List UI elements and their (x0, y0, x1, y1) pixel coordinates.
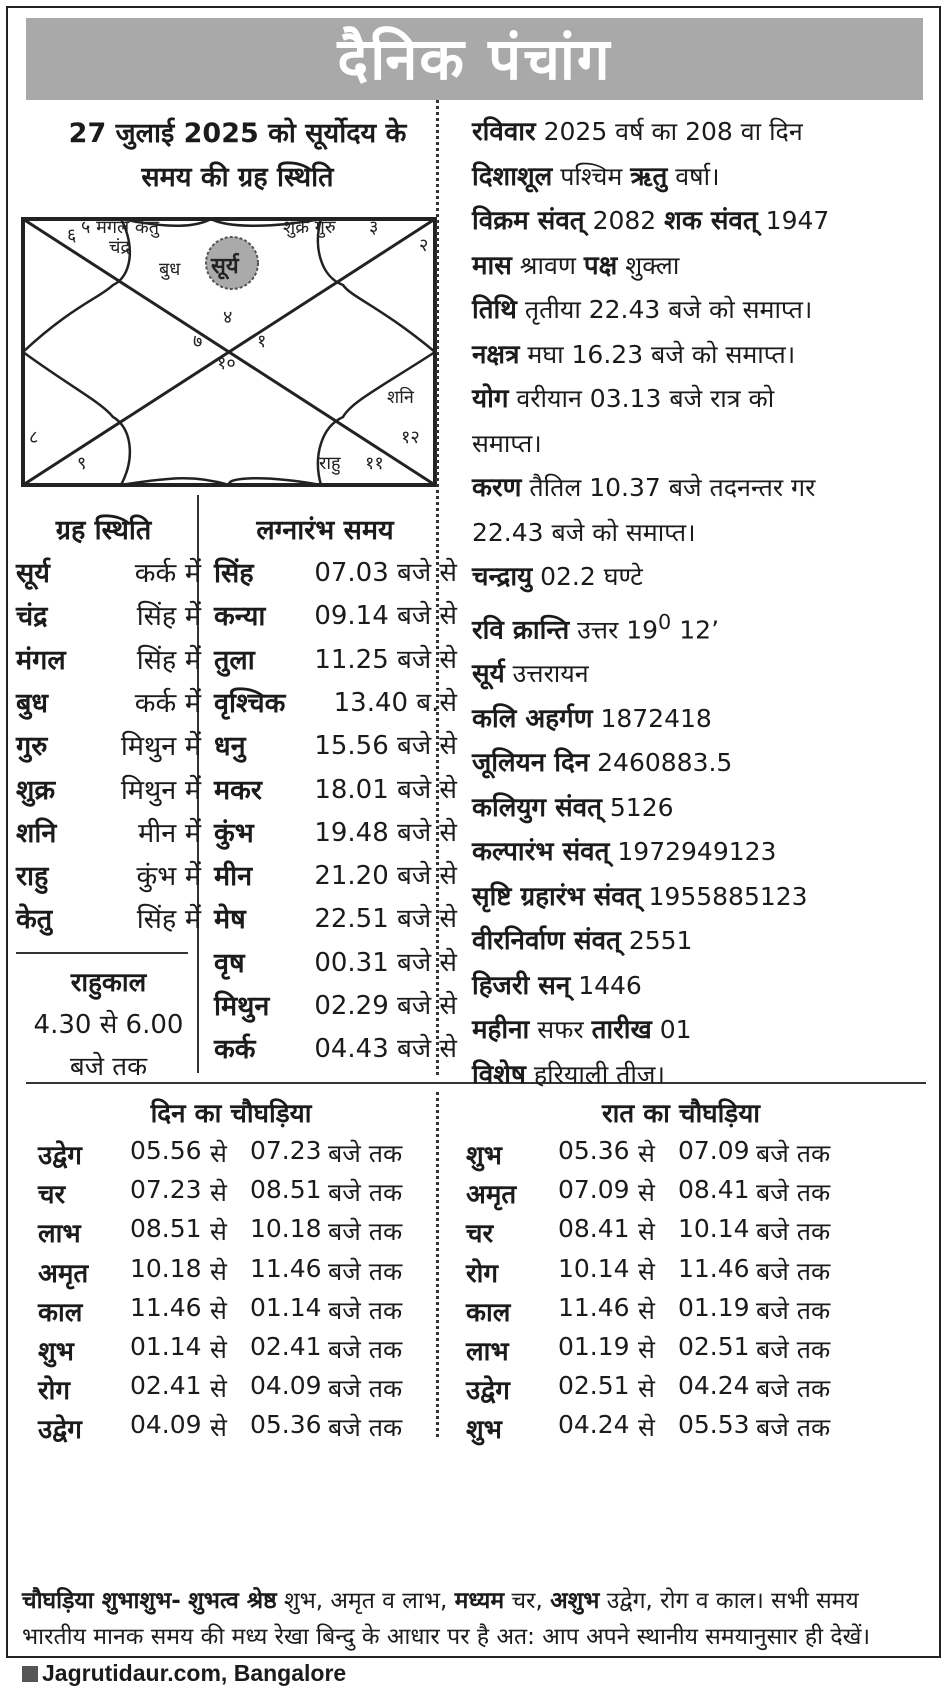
choghadiya-name: अमृत (466, 1180, 517, 1211)
house-5-moon: चंद्र (109, 237, 130, 258)
lagna-row (214, 856, 457, 902)
choghadiya-sep: से (638, 1217, 655, 1247)
info-label: कल्पारंभ संवत् (472, 837, 610, 868)
info-value: 2082 (584, 206, 665, 235)
lagna-time: 18.01 बजे से (314, 774, 457, 805)
choghadiya-suffix: बजे तक (756, 1413, 831, 1443)
house-7-number: ७ (193, 331, 203, 352)
choghadiya-suffix: बजे तक (756, 1256, 831, 1286)
info-value: 12’ (671, 614, 720, 644)
rahukaal-time: 4.30 से 6.00 (33, 1010, 184, 1040)
choghadiya-name: उद्वेग (466, 1376, 510, 1407)
footer-bad-label: अशुभ (550, 1588, 600, 1614)
choghadiya-suffix: बजे तक (328, 1335, 403, 1364)
choghadiya-to: 11.46 (678, 1253, 750, 1283)
lagna-row (214, 986, 457, 1032)
house-3-number: ३ (369, 217, 379, 238)
lagna-name: मीन (214, 861, 253, 893)
info-label: शक संवत् (664, 206, 758, 236)
lagna-row (214, 726, 457, 772)
choghadiya-name: अमृत (38, 1258, 89, 1289)
choghadiya-from: 10.18 (130, 1253, 202, 1283)
choghadiya-to: 04.24 (678, 1371, 750, 1401)
day-choghadiya-heading: दिन का चौघड़िया (150, 1099, 312, 1129)
info-line (472, 652, 934, 697)
info-value: उत्तरायन (504, 659, 589, 689)
choghadiya-to: 11.46 (250, 1253, 322, 1283)
house-6-number: ६ (67, 225, 77, 246)
choghadiya-sep: से (638, 1256, 655, 1286)
info-line (472, 1008, 934, 1053)
choghadiya-from: 08.51 (130, 1214, 202, 1244)
choghadiya-row (38, 1175, 448, 1215)
info-value: 2025 वर्ष का 208 वा दिन (535, 117, 803, 146)
info-label: पक्ष (583, 250, 618, 281)
footer-note (22, 1583, 928, 1692)
grah-heading: ग्रह स्थिति (55, 515, 152, 546)
house-12-number: १२ (401, 427, 420, 448)
info-label: चन्द्रायु (472, 562, 533, 592)
lagna-name: वृष (214, 947, 245, 979)
choghadiya-sep: से (210, 1178, 227, 1208)
choghadiya-from: 02.51 (558, 1371, 630, 1401)
choghadiya-row (466, 1293, 876, 1333)
page-title: दैनिक पंचांग (26, 18, 923, 100)
choghadiya-row (38, 1371, 448, 1411)
choghadiya-suffix: बजे तक (756, 1217, 831, 1247)
footer-best-label: शुभत्व श्रेष्ठ (188, 1588, 277, 1614)
info-label: दिशाशूल (472, 161, 553, 192)
choghadiya-from: 02.41 (130, 1371, 202, 1401)
grah-row (16, 726, 201, 772)
choghadiya-suffix: बजे तक (756, 1335, 831, 1364)
choghadiya-sep: से (210, 1295, 227, 1325)
choghadiya-sep: से (638, 1335, 655, 1364)
info-line (472, 466, 934, 511)
lagna-name: वृश्चिक (214, 687, 286, 719)
info-label: करण (472, 473, 522, 503)
choghadiya-suffix: बजे तक (328, 1295, 403, 1325)
house-4-sun: सूर्य (211, 254, 239, 279)
footer-label: चौघड़िया शुभाशुभ- (22, 1588, 181, 1614)
choghadiya-from: 11.46 (130, 1292, 202, 1322)
choghadiya-row (38, 1254, 448, 1294)
rahukaal-suffix: बजे तक (69, 1052, 148, 1082)
choghadiya-name: उद्वेग (38, 1415, 82, 1446)
choghadiya-name: रोग (38, 1376, 71, 1407)
info-value: पश्चिम (552, 161, 631, 191)
info-label: मास (472, 250, 512, 281)
info-line (472, 1053, 934, 1098)
brand-text: Jagrutidaur.com, Bangalore (42, 1660, 347, 1686)
info-value: 1446 (570, 970, 642, 1000)
chart-title-line2: समय की ग्रह स्थिति (141, 162, 334, 193)
choghadiya-sep: से (210, 1217, 227, 1247)
lagna-name: तुला (214, 644, 255, 676)
choghadiya-sep: से (210, 1335, 227, 1364)
info-label: महीना (472, 1015, 530, 1046)
choghadiya-sep: से (638, 1413, 655, 1443)
choghadiya-from: 05.56 (130, 1136, 202, 1165)
choghadiya-name: काल (466, 1297, 511, 1328)
kundli-chart (21, 217, 437, 487)
night-choghadiya-heading: रात का चौघड़िया (601, 1099, 761, 1129)
choghadiya-suffix: बजे तक (756, 1139, 831, 1168)
footer-best-text: शुभ, अमृत व लाभ, (284, 1588, 448, 1614)
grah-row (16, 640, 201, 686)
choghadiya-name: लाभ (466, 1337, 509, 1367)
info-line (472, 110, 934, 155)
lagna-row (214, 943, 457, 989)
grah-rashi: सिंह में (136, 904, 201, 936)
lagna-time: 09.14 बजे से (314, 601, 457, 632)
house-8-number: ८ (29, 427, 39, 448)
grah-rashi: सिंह में (136, 644, 201, 676)
lagna-time: 11.25 बजे से (314, 644, 457, 675)
info-value: तैतिल 10.37 बजे तदनन्तर गर (521, 473, 816, 502)
info-line (472, 964, 934, 1009)
footer-medium-text: चर, (511, 1588, 543, 1614)
grah-row (16, 553, 201, 599)
grah-rashi: मिथुन में (120, 731, 201, 763)
grah-row (16, 596, 201, 642)
info-label: योग (472, 384, 509, 414)
choghadiya-sep: से (210, 1256, 227, 1286)
choghadiya-sep: से (638, 1295, 655, 1325)
choghadiya-row (466, 1254, 876, 1294)
lagna-name: कुंभ (214, 817, 254, 849)
grah-name: सूर्य (16, 558, 50, 589)
grah-name: चंद्र (16, 601, 48, 633)
grah-name: केतु (16, 904, 53, 936)
choghadiya-sep: से (210, 1413, 227, 1443)
info-value: सफर (529, 1015, 592, 1045)
lagna-name: धनु (214, 731, 246, 763)
choghadiya-to: 02.41 (250, 1332, 322, 1361)
lagna-name: कन्या (214, 601, 266, 633)
choghadiya-suffix: बजे तक (756, 1178, 831, 1208)
rahukaal-divider (16, 952, 188, 954)
info-label: रवि क्रान्ति (472, 614, 570, 645)
choghadiya-suffix: बजे तक (328, 1217, 403, 1247)
choghadiya-suffix: बजे तक (756, 1295, 831, 1325)
info-line (472, 199, 934, 244)
choghadiya-sep: से (210, 1139, 227, 1168)
info-line (472, 333, 934, 378)
choghadiya-name: चर (466, 1219, 494, 1250)
grah-rashi: मीन में (138, 817, 201, 849)
info-line (472, 555, 934, 600)
choghadiya-from: 01.14 (130, 1332, 202, 1361)
footer-bad-text: उद्वेग, रोग व काल। सभी समय भारतीय मानक समय की मध्य रेखा बिन्दु के आधार पर है अत: आप अपने स्थानीय समयानुसार ही देखें। (22, 1588, 871, 1650)
choghadiya-row (466, 1214, 876, 1254)
choghadiya-to: 08.51 (250, 1175, 322, 1205)
grah-name: बुध (16, 687, 49, 719)
lagna-name: सिंह (214, 558, 254, 589)
lagna-row (214, 553, 457, 599)
choghadiya-suffix: बजे तक (328, 1413, 403, 1443)
info-label: तिथि (472, 295, 517, 325)
choghadiya-from: 04.09 (130, 1410, 202, 1440)
info-value: समाप्त। (472, 428, 542, 458)
info-value: 1972949123 (609, 837, 777, 867)
house-9-number: ९ (77, 453, 87, 474)
choghadiya-to: 05.36 (250, 1410, 322, 1440)
choghadiya-from: 01.19 (558, 1332, 630, 1361)
house-4-mercury: बुध (159, 259, 181, 280)
info-value: हरियाली तीज। (525, 1059, 665, 1089)
choghadiya-row (38, 1410, 448, 1450)
chart-title-line1: 27 जुलाई 2025 को सूर्योदय के (68, 118, 407, 149)
grah-name: मंगल (16, 644, 66, 676)
info-value: उत्तर 19 (569, 614, 659, 644)
footer-medium-label: मध्यम (454, 1588, 505, 1614)
choghadiya-name: शुभ (38, 1337, 74, 1367)
info-value: तृतीया 22.43 बजे को समाप्त। (516, 295, 813, 324)
chart-title (20, 112, 455, 200)
choghadiya-row (466, 1371, 876, 1411)
choghadiya-to: 07.23 (250, 1136, 322, 1165)
rahukaal-box (16, 962, 201, 1088)
info-label: तारीख (591, 1015, 652, 1046)
lagna-row (214, 683, 457, 729)
grah-row (16, 813, 201, 859)
info-line (472, 511, 934, 556)
info-label: हिजरी सन् (472, 970, 571, 1001)
choghadiya-name: शुभ (466, 1415, 502, 1446)
choghadiya-from: 10.14 (558, 1253, 630, 1283)
lagna-time: 21.20 बजे से (314, 861, 457, 892)
choghadiya-to: 05.53 (678, 1410, 750, 1440)
info-label: जूलियन दिन (472, 748, 590, 779)
choghadiya-suffix: बजे तक (328, 1139, 403, 1168)
choghadiya-row (466, 1175, 876, 1215)
info-value: 2551 (620, 926, 693, 956)
house-5-planets: ५ मंगल केतु (81, 217, 159, 238)
house-1-number: १ (257, 331, 267, 352)
info-label: विशेष (472, 1059, 526, 1090)
info-value: 2460883.5 (589, 748, 733, 778)
choghadiya-sep: से (638, 1374, 655, 1404)
grah-name: गुरु (16, 731, 48, 763)
info-value: 22.43 बजे को समाप्त। (472, 517, 696, 547)
lagna-time: 00.31 बजे से (314, 947, 457, 978)
lagna-time: 22.51 बजे से (314, 904, 457, 935)
info-label: विक्रम संवत् (472, 206, 585, 236)
info-line (472, 600, 934, 653)
panchang-info (472, 110, 934, 1097)
house-12-saturn: शनि (387, 387, 414, 408)
info-value: शुक्ला (617, 250, 680, 280)
info-label: वीरनिर्वाण संवत् (472, 926, 621, 957)
choghadiya-from: 05.36 (558, 1136, 630, 1165)
info-line (472, 155, 934, 200)
info-line (472, 786, 934, 831)
grah-row (16, 899, 201, 945)
grah-name: राहु (16, 861, 49, 893)
info-label: नक्षत्र (472, 339, 520, 370)
choghadiya-row (38, 1136, 448, 1176)
choghadiya-from: 07.09 (558, 1175, 630, 1205)
info-line (472, 830, 934, 875)
house-11-rahu: राहु (319, 453, 341, 474)
choghadiya-suffix: बजे तक (328, 1178, 403, 1208)
choghadiya-to: 02.51 (678, 1332, 750, 1361)
choghadiya-to: 01.19 (678, 1292, 750, 1322)
info-label: ऋतु (630, 161, 668, 192)
info-superscript: 0 (658, 609, 672, 634)
info-line (472, 697, 934, 742)
choghadiya-suffix: बजे तक (756, 1374, 831, 1404)
grah-row (16, 683, 201, 729)
lagna-time: 19.48 बजे से (314, 817, 457, 848)
info-label: कलि अहर्गण (472, 703, 593, 734)
info-label: कलियुग संवत् (472, 792, 602, 823)
lagna-row (214, 899, 457, 945)
choghadiya-sep: से (638, 1139, 655, 1168)
info-value: मघा 16.23 बजे को समाप्त। (519, 339, 796, 369)
choghadiya-row (38, 1332, 448, 1372)
brand-square-icon (22, 1666, 38, 1682)
lagna-heading: लग्नारंभ समय (256, 515, 394, 546)
lagna-name: मकर (214, 774, 262, 806)
choghadiya-sep: से (638, 1178, 655, 1208)
grah-row (16, 856, 201, 902)
lagna-name: मिथुन (214, 991, 270, 1022)
choghadiya-from: 08.41 (558, 1214, 630, 1244)
lagna-time: 15.56 बजे से (314, 731, 457, 762)
house-11-number: ११ (365, 453, 384, 474)
info-line (472, 919, 934, 964)
info-value: 01 (651, 1015, 692, 1045)
house-10-number: १० (217, 353, 236, 374)
lagna-row (214, 640, 457, 686)
info-label: रविवार (472, 117, 536, 147)
choghadiya-to: 07.09 (678, 1136, 750, 1165)
grah-rashi: कर्क में (134, 558, 201, 589)
choghadiya-from: 04.24 (558, 1410, 630, 1440)
choghadiya-sep: से (210, 1374, 227, 1404)
lagna-time: 04.43 बजे से (314, 1034, 457, 1065)
choghadiya-row (466, 1136, 876, 1176)
rahukaal-title: राहुकाल (70, 968, 147, 998)
choghadiya-row (466, 1410, 876, 1450)
grah-name: शनि (16, 817, 57, 849)
lagna-row (214, 596, 457, 642)
choghadiya-to: 01.14 (250, 1292, 322, 1322)
brand-credit (22, 1660, 346, 1686)
lagna-row (214, 770, 457, 816)
info-line (472, 377, 934, 422)
info-value: वरीयान 03.13 बजे रात्र को (508, 384, 775, 413)
grah-rashi: कुंभ में (136, 861, 201, 893)
info-line (472, 244, 934, 289)
choghadiya-name: लाभ (38, 1219, 81, 1250)
info-line (472, 875, 934, 920)
choghadiya-from: 11.46 (558, 1292, 630, 1322)
lagna-time: 02.29 बजे से (314, 991, 457, 1021)
grah-name: शुक्र (16, 774, 56, 806)
info-line (472, 422, 934, 467)
info-value: 1872418 (592, 703, 712, 733)
lagna-name: मेष (214, 904, 246, 936)
lagna-row (214, 1029, 457, 1075)
info-line (472, 741, 934, 786)
info-value: 1947 (757, 206, 830, 235)
info-value: 5126 (601, 792, 674, 822)
choghadiya-name: उद्वेग (38, 1141, 82, 1171)
choghadiya-to: 08.41 (678, 1175, 750, 1205)
choghadiya-row (38, 1214, 448, 1254)
choghadiya-row (466, 1332, 876, 1372)
info-line (472, 288, 934, 333)
choghadiya-row (38, 1293, 448, 1333)
info-value: श्रावण (511, 250, 584, 280)
info-value: वर्षा। (667, 161, 720, 191)
grah-row (16, 770, 201, 816)
grah-rashi: सिंह में (136, 601, 201, 633)
grah-rashi: मिथुन में (120, 774, 201, 806)
lagna-row (214, 813, 457, 859)
house-2-number: २ (419, 235, 429, 256)
grah-rashi: कर्क में (134, 687, 201, 719)
house-4-number: ४ (223, 307, 233, 328)
choghadiya-to: 10.18 (250, 1214, 322, 1244)
choghadiya-to: 10.14 (678, 1214, 750, 1244)
house-3-planets: शुक्र गुरु (283, 217, 336, 238)
choghadiya-name: चर (38, 1180, 66, 1211)
choghadiya-name: शुभ (466, 1141, 502, 1171)
lagna-name: कर्क (214, 1034, 256, 1066)
lagna-time: 13.40 ब.से (333, 687, 457, 718)
choghadiya-suffix: बजे तक (328, 1256, 403, 1286)
choghadiya-name: काल (38, 1297, 83, 1328)
choghadiya-to: 04.09 (250, 1371, 322, 1401)
info-label: सूर्य (472, 659, 505, 690)
choghadiya-suffix: बजे तक (328, 1374, 403, 1404)
choghadiya-from: 07.23 (130, 1175, 202, 1205)
info-value: 02.2 घण्टे (532, 562, 643, 591)
lagna-time: 07.03 बजे से (314, 558, 457, 588)
info-value: 1955885123 (640, 881, 808, 911)
choghadiya-name: रोग (466, 1258, 499, 1289)
info-label: सृष्टि ग्रहारंभ संवत् (472, 881, 641, 912)
